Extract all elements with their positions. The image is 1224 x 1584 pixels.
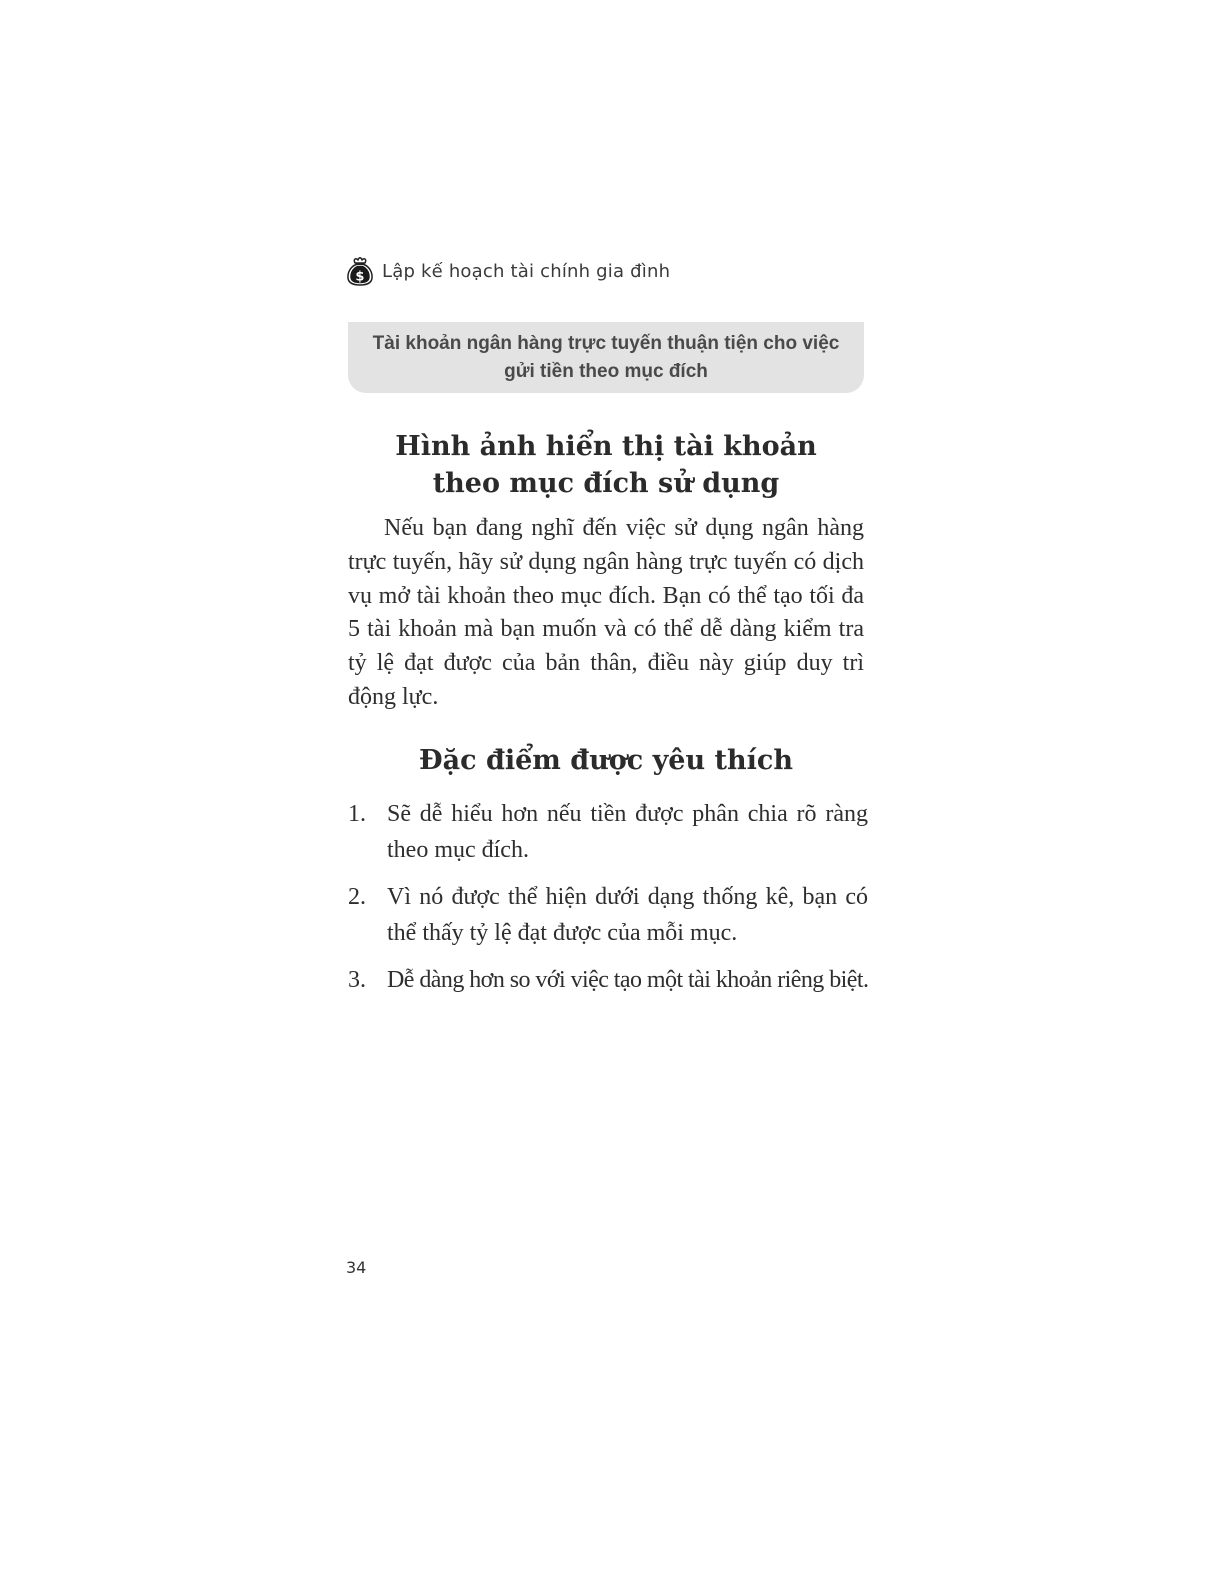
- running-head-title: Lập kế hoạch tài chính gia đình: [382, 260, 671, 282]
- page-number: 34: [346, 1258, 367, 1277]
- feature-list: [348, 796, 868, 1009]
- list-item-number: 3.: [348, 967, 366, 993]
- section-banner: [348, 322, 864, 393]
- list-item-number: 2.: [348, 884, 366, 910]
- section-heading-line-2: theo mục đích sử dụng: [432, 468, 780, 499]
- body-paragraph: Nếu bạn đang nghĩ đến việc sử dụng ngân hàng trực tuyến, hãy sử dụng ngân hàng trực tuyến có dịch vụ mở tài khoản theo mục đích. Bạn có thể tạo tối đa 5 tài khoản mà bạn muốn và có thể dễ dàng kiểm tra tỷ lệ đạt được của bản thân, điều này giúp duy trì động lực.: [348, 515, 864, 710]
- list-item-text: Dễ dàng hơn so với việc tạo một tài khoản riêng biệt.: [387, 967, 869, 993]
- list-item-text: Sẽ dễ hiểu hơn nếu tiền được phân chia rõ ràng theo mục đích.: [387, 801, 868, 863]
- svg-text:$: $: [355, 269, 365, 285]
- subsection-heading: Đặc điểm được yêu thích: [419, 745, 793, 776]
- banner-line-1: Tài khoản ngân hàng trực tuyến thuận tiện cho việc: [372, 332, 840, 354]
- running-head: [346, 256, 670, 286]
- list-item-text: Vì nó được thể hiện dưới dạng thống kê, bạn có thể thấy tỷ lệ đạt được của mỗi mục.: [387, 884, 868, 946]
- list-item: [348, 962, 868, 998]
- list-item: [348, 879, 868, 951]
- list-item: [348, 796, 868, 868]
- list-item-number: 1.: [348, 801, 366, 827]
- money-bag-icon: [346, 256, 374, 286]
- section-heading-line-1: Hình ảnh hiển thị tài khoản: [395, 431, 817, 462]
- section-heading: [348, 428, 864, 502]
- banner-line-2: gửi tiền theo mục đích: [504, 360, 708, 382]
